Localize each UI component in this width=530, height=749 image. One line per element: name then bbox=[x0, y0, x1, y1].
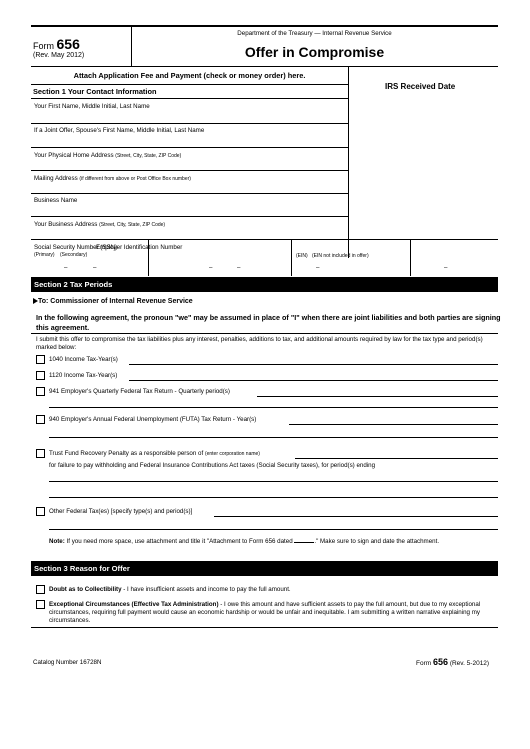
doubt-collectibility-text: Doubt as to Collectibility - I have insufficient assets and income to pay the full amount. bbox=[49, 586, 291, 593]
input-941-periods-line2[interactable] bbox=[49, 407, 498, 408]
section3-heading: Section 3 Reason for Offer bbox=[31, 561, 498, 576]
label-1120: 1120 Income Tax-Year(s) bbox=[49, 372, 118, 379]
ssn-primary-dash-2: – bbox=[93, 264, 97, 271]
input-corporation-name[interactable] bbox=[295, 458, 498, 459]
form-revision: (Rev. May 2012) bbox=[33, 52, 85, 59]
ein-note: (EIN not included in offer) bbox=[312, 253, 369, 259]
label-trust-fund: Trust Fund Recovery Penalty as a responsible person of (enter corporation name) bbox=[49, 450, 260, 457]
commissioner-address: To: Commissioner of Internal Revenue Service bbox=[33, 298, 193, 305]
attach-payment-instruction: Attach Application Fee and Payment (check or money order) here. bbox=[73, 71, 306, 80]
irs-received-date-label: IRS Received Date bbox=[385, 82, 456, 91]
field-label: Your Physical Home Address (Street, City, State, ZIP Code) bbox=[34, 152, 182, 159]
ssn-secondary-dash-2: – bbox=[237, 264, 241, 271]
input-other-tax[interactable] bbox=[214, 516, 498, 517]
ein-dash: – bbox=[316, 264, 320, 271]
input-trust-periods-line1[interactable] bbox=[49, 481, 498, 482]
exceptional-circumstances-text: Exceptional Circumstances (Effective Tax Administration) - I owe this amount and have sufficient assets to pay the full amount, but due to my exceptional circumstances, requiring full payment would cause an economic hardship or would be unfair and inequitable. I am submitting a written narrative explaining my circumstances. bbox=[49, 601, 481, 624]
form-number: 656 bbox=[56, 36, 80, 52]
checkbox-1120[interactable] bbox=[36, 371, 45, 380]
form-id: Form 656 bbox=[33, 36, 80, 52]
ssn-primary-dash-1: – bbox=[64, 264, 68, 271]
label-940: 940 Employer's Annual Federal Unemployment (FUTA) Tax Return - Year(s) bbox=[49, 416, 257, 423]
input-941-periods[interactable] bbox=[257, 396, 498, 397]
field-label: Mailing Address (if different from above or Post Office Box number) bbox=[34, 175, 191, 182]
form-title: Offer in Compromise bbox=[244, 44, 385, 60]
input-other-tax-line2[interactable] bbox=[49, 529, 498, 530]
label-trust-fund-cont: for failure to pay withholding and Federal Insurance Contributions Act taxes (Social Security taxes), for period(s) ending bbox=[49, 462, 376, 469]
label-other: Other Federal Tax(es) [specify type(s) and period(s)] bbox=[49, 508, 193, 515]
submit-statement: I submit this offer to compromise the tax liabilities plus any interest, penalties, additions to tax, and additional amounts required by law for the tax type and period(s) marked below: bbox=[36, 336, 483, 351]
joint-liability-statement: In the following agreement, the pronoun "we" may be assumed in place of "I" when there are joint liabilities and both parties are signing this agreement. bbox=[36, 313, 501, 332]
ein-second-dash: – bbox=[444, 264, 448, 271]
input-trust-periods-line2[interactable] bbox=[49, 497, 498, 498]
checkbox-exceptional-circumstances[interactable] bbox=[36, 600, 45, 609]
ein-short-label: (EIN) bbox=[296, 253, 308, 259]
field-label: Your First Name, Middle Initial, Last Name bbox=[34, 103, 150, 110]
ssn-secondary-dash-1: – bbox=[209, 264, 213, 271]
checkbox-940[interactable] bbox=[36, 415, 45, 424]
ssn-primary-label: (Primary) bbox=[34, 252, 55, 258]
ssn-secondary-label: (Secondary) bbox=[60, 252, 88, 258]
section2-heading: Section 2 Tax Periods bbox=[31, 277, 498, 292]
ssn-label: Social Security Number (SSN) bbox=[34, 244, 118, 251]
section1-heading: Section 1 Your Contact Information bbox=[33, 87, 157, 96]
label-1040: 1040 Income Tax-Year(s) bbox=[49, 356, 118, 363]
agency-name: Department of the Treasury — Internal Revenue Service bbox=[237, 30, 392, 37]
input-1040-years[interactable] bbox=[129, 364, 498, 365]
checkbox-1040[interactable] bbox=[36, 355, 45, 364]
field-label: Your Business Address (Street, City, State, ZIP Code) bbox=[34, 221, 166, 228]
field-label: If a Joint Offer, Spouse's First Name, Middle Initial, Last Name bbox=[34, 127, 205, 134]
footer-form-id: Form 656 (Rev. 5-2012) bbox=[416, 657, 490, 667]
checkbox-941[interactable] bbox=[36, 387, 45, 396]
field-label: Business Name bbox=[34, 197, 78, 204]
attachment-date-field[interactable] bbox=[294, 542, 314, 543]
input-940-years[interactable] bbox=[289, 424, 498, 425]
checkbox-trust-fund[interactable] bbox=[36, 449, 45, 458]
checkbox-other[interactable] bbox=[36, 507, 45, 516]
label-941: 941 Employer's Quarterly Federal Tax Return - Quarterly period(s) bbox=[49, 388, 230, 395]
ein-label: Employer Identification Number bbox=[96, 244, 183, 251]
checkbox-doubt-collectibility[interactable] bbox=[36, 585, 45, 594]
input-1120-years[interactable] bbox=[129, 380, 498, 381]
input-940-years-line2[interactable] bbox=[49, 437, 498, 438]
attachment-note: Note: If you need more space, use attachment and title it "Attachment to Form 656 dated ." Make sure to sign and date the attachment. bbox=[49, 538, 440, 545]
catalog-number: Catalog Number 16728N bbox=[33, 659, 102, 666]
